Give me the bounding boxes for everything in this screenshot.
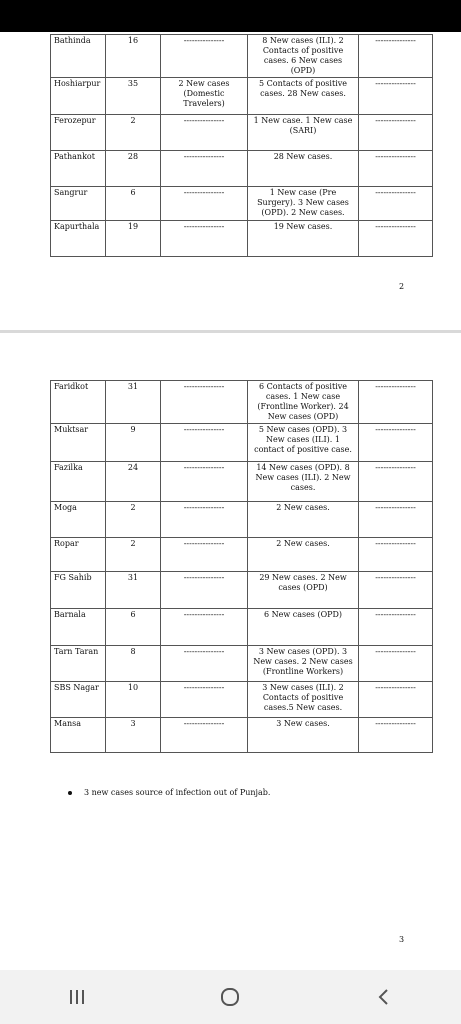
count-cell: 31 — [106, 381, 161, 424]
district-cell: Sangrur — [51, 187, 106, 221]
table-row — [51, 151, 433, 187]
table-row — [51, 187, 433, 221]
count-cell: 6 — [106, 609, 161, 646]
table-row — [51, 502, 433, 538]
remarks-cell: --------------- — [359, 424, 433, 462]
table-row — [51, 462, 433, 502]
footnote-text: 3 new cases source of infection out of Punjab. — [84, 788, 271, 797]
remarks-cell: --------------- — [359, 609, 433, 646]
district-cell: Moga — [51, 502, 106, 538]
local-cases-cell: 1 New case. 1 New case (SARI) — [248, 115, 359, 151]
table-row — [51, 718, 433, 753]
count-cell: 16 — [106, 35, 161, 78]
count-cell: 8 — [106, 646, 161, 682]
table-row — [51, 381, 433, 424]
back-icon — [376, 987, 392, 1007]
imported-cases-cell: --------------- — [161, 187, 248, 221]
district-cell: Muktsar — [51, 424, 106, 462]
count-cell: 2 — [106, 115, 161, 151]
count-cell: 24 — [106, 462, 161, 502]
local-cases-cell: 2 New cases. — [248, 538, 359, 572]
imported-cases-cell: --------------- — [161, 462, 248, 502]
cases-table-page-2 — [50, 34, 433, 257]
recent-apps-button[interactable] — [47, 977, 107, 1017]
remarks-cell: --------------- — [359, 572, 433, 609]
count-cell: 10 — [106, 682, 161, 718]
count-cell: 6 — [106, 187, 161, 221]
local-cases-cell: 14 New cases (OPD). 8 New cases (ILI). 2 New cases. — [248, 462, 359, 502]
imported-cases-cell: --------------- — [161, 538, 248, 572]
home-button[interactable] — [200, 977, 260, 1017]
local-cases-cell: 2 New cases. — [248, 502, 359, 538]
imported-cases-cell: --------------- — [161, 35, 248, 78]
bullet-icon — [68, 791, 72, 795]
district-cell: Ferozepur — [51, 115, 106, 151]
recent-apps-icon — [67, 988, 87, 1006]
imported-cases-cell: --------------- — [161, 424, 248, 462]
local-cases-cell: 5 New cases (OPD). 3 New cases (ILI). 1 contact of positive case. — [248, 424, 359, 462]
local-cases-cell: 6 New cases (OPD) — [248, 609, 359, 646]
local-cases-cell: 5 Contacts of positive cases. 28 New cases. — [248, 78, 359, 115]
imported-cases-cell: --------------- — [161, 718, 248, 753]
count-cell: 31 — [106, 572, 161, 609]
table-row — [51, 682, 433, 718]
imported-cases-cell: --------------- — [161, 381, 248, 424]
local-cases-cell: 8 New cases (ILI). 2 Contacts of positive cases. 6 New cases (OPD) — [248, 35, 359, 78]
imported-cases-cell: --------------- — [161, 115, 248, 151]
imported-cases-cell: --------------- — [161, 646, 248, 682]
district-cell: Mansa — [51, 718, 106, 753]
remarks-cell: --------------- — [359, 221, 433, 257]
remarks-cell: --------------- — [359, 151, 433, 187]
imported-cases-cell: --------------- — [161, 609, 248, 646]
table-row — [51, 538, 433, 572]
local-cases-cell: 3 New cases (ILI). 2 Contacts of positive cases.5 New cases. — [248, 682, 359, 718]
page-number: 3 — [399, 935, 405, 944]
footnote — [68, 788, 270, 797]
district-cell: Pathankot — [51, 151, 106, 187]
district-cell: Tarn Taran — [51, 646, 106, 682]
navigation-bar — [0, 970, 461, 1024]
remarks-cell: --------------- — [359, 381, 433, 424]
imported-cases-cell: --------------- — [161, 151, 248, 187]
imported-cases-cell: 2 New cases (Domestic Travelers) — [161, 78, 248, 115]
remarks-cell: --------------- — [359, 78, 433, 115]
page-number: 2 — [399, 282, 405, 291]
count-cell: 28 — [106, 151, 161, 187]
local-cases-cell: 19 New cases. — [248, 221, 359, 257]
district-cell: Bathinda — [51, 35, 106, 78]
local-cases-cell: 29 New cases. 2 New cases (OPD) — [248, 572, 359, 609]
document-page-2 — [0, 32, 461, 330]
remarks-cell: --------------- — [359, 538, 433, 572]
district-cell: SBS Nagar — [51, 682, 106, 718]
imported-cases-cell: --------------- — [161, 502, 248, 538]
local-cases-cell: 6 Contacts of positive cases. 1 New case (Frontline Worker). 24 New cases (OPD) — [248, 381, 359, 424]
local-cases-cell: 28 New cases. — [248, 151, 359, 187]
back-button[interactable] — [354, 977, 414, 1017]
count-cell: 9 — [106, 424, 161, 462]
imported-cases-cell: --------------- — [161, 221, 248, 257]
count-cell: 35 — [106, 78, 161, 115]
table-row — [51, 78, 433, 115]
count-cell: 3 — [106, 718, 161, 753]
local-cases-cell: 3 New cases. — [248, 718, 359, 753]
table-row — [51, 609, 433, 646]
count-cell: 2 — [106, 502, 161, 538]
remarks-cell: --------------- — [359, 718, 433, 753]
table-row — [51, 115, 433, 151]
cases-table-page-3 — [50, 380, 433, 753]
district-cell: Barnala — [51, 609, 106, 646]
remarks-cell: --------------- — [359, 462, 433, 502]
district-cell: Hoshiarpur — [51, 78, 106, 115]
table-row — [51, 424, 433, 462]
status-bar — [0, 0, 461, 32]
district-cell: Fazilka — [51, 462, 106, 502]
table-row — [51, 646, 433, 682]
table-row — [51, 35, 433, 78]
district-cell: Kapurthala — [51, 221, 106, 257]
district-cell: FG Sahib — [51, 572, 106, 609]
imported-cases-cell: --------------- — [161, 682, 248, 718]
home-icon — [219, 986, 241, 1008]
district-cell: Faridkot — [51, 381, 106, 424]
remarks-cell: --------------- — [359, 35, 433, 78]
count-cell: 19 — [106, 221, 161, 257]
remarks-cell: --------------- — [359, 187, 433, 221]
count-cell: 2 — [106, 538, 161, 572]
remarks-cell: --------------- — [359, 646, 433, 682]
remarks-cell: --------------- — [359, 682, 433, 718]
remarks-cell: --------------- — [359, 115, 433, 151]
imported-cases-cell: --------------- — [161, 572, 248, 609]
document-page-3 — [0, 333, 461, 970]
local-cases-cell: 1 New case (Pre Surgery). 3 New cases (OPD). 2 New cases. — [248, 187, 359, 221]
remarks-cell: --------------- — [359, 502, 433, 538]
table-row — [51, 572, 433, 609]
local-cases-cell: 3 New cases (OPD). 3 New cases. 2 New cases (Frontline Workers) — [248, 646, 359, 682]
district-cell: Ropar — [51, 538, 106, 572]
table-row — [51, 221, 433, 257]
